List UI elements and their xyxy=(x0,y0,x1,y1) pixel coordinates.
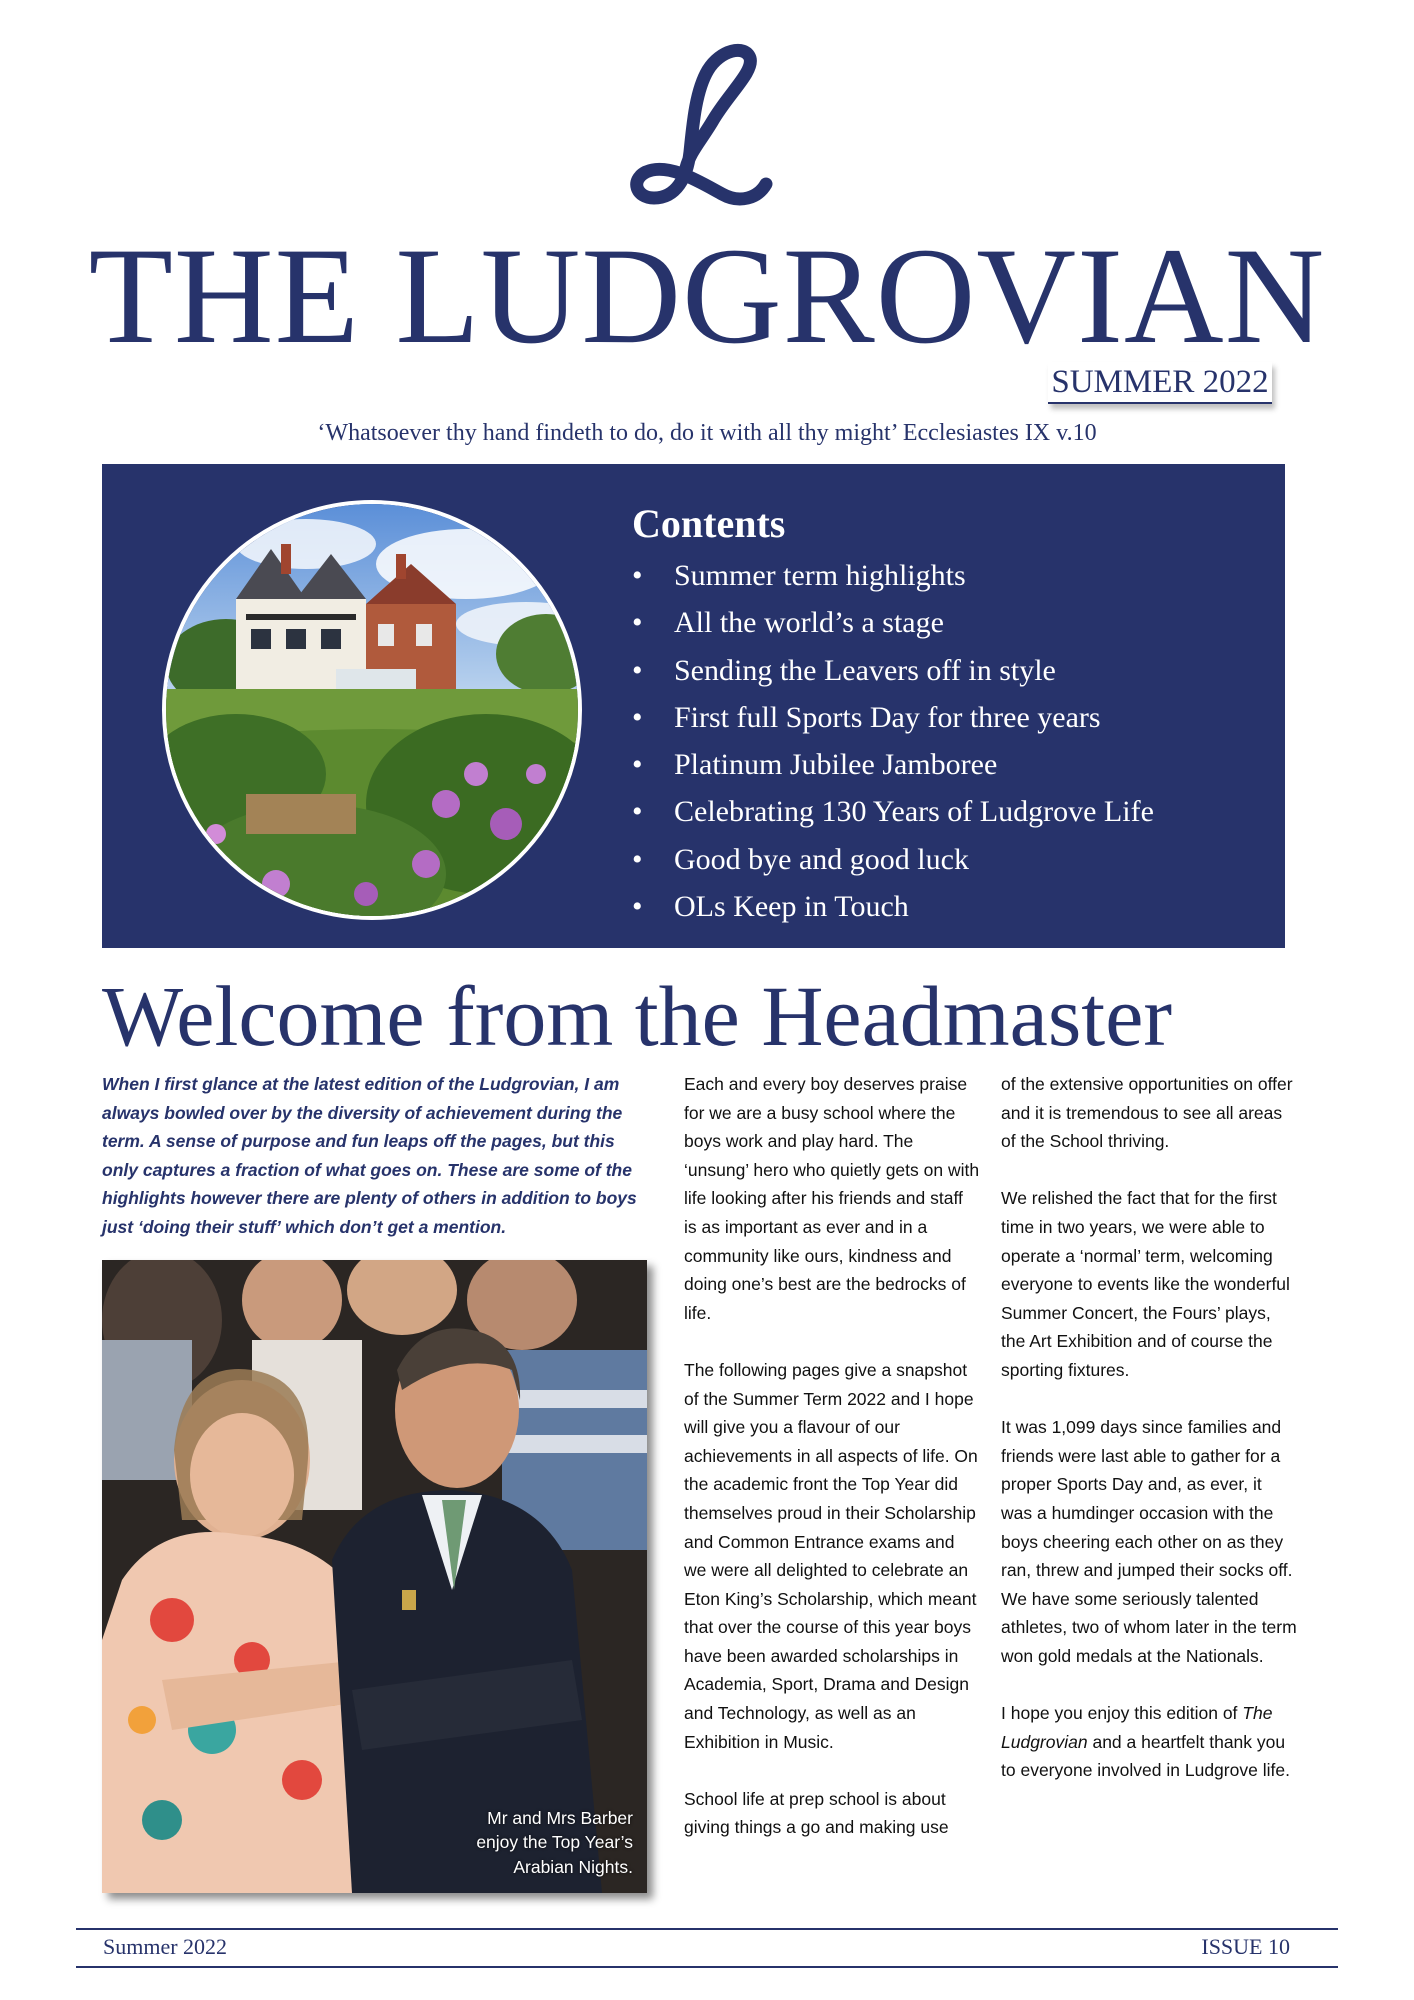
article-intro: When I first glance at the latest edition of the Ludgrovian, I am always bowled over by the diversity of achievement during the term. A sense of purpose and fun leaps off the pages, but this only captures a fraction of what goes on. These are some of the highlights however there are plenty of others in addition to boys just ‘doing their stuff’ which don’t get a mention. xyxy=(102,1074,637,1237)
masthead-title: THE LUDGROVIAN xyxy=(88,219,1326,372)
contents-item xyxy=(632,694,1154,741)
article-column-2 xyxy=(684,1070,980,1871)
footer-rule xyxy=(76,1966,1338,1968)
bullet-icon: • xyxy=(632,842,643,876)
contents-item-label: Summer term highlights xyxy=(674,559,966,592)
bullet-icon: • xyxy=(632,748,643,782)
footer-issue: ISSUE 10 xyxy=(1201,1934,1290,1959)
contents-item-label: All the world’s a stage xyxy=(674,606,944,640)
contents-item xyxy=(632,836,1154,883)
contents-title: Contents xyxy=(632,501,786,546)
paragraph: The following pages give a snapshot of the Summer Term 2022 and I hope will give you a flavour of our achievements in all aspects of life. On the academic front the Top Year did themselves proud in their Scholarship and Common Entrance exams and we were all delighted to celebrate an Eton King’s Scholarship, which meant that over the course of this year boys have been awarded scholarships in Academia, Sport, Drama and Design and Technology, as well as an Exhibition in Music. xyxy=(684,1359,978,1752)
caption-line: Arabian Nights. xyxy=(513,1856,633,1877)
bullet-icon: • xyxy=(632,890,643,924)
contents-item xyxy=(632,788,1154,835)
contents-item xyxy=(632,741,1154,788)
caption-line: enjoy the Top Year’s xyxy=(476,1832,633,1852)
photo-caption xyxy=(476,1806,633,1880)
ludgrove-l-logo xyxy=(0,40,1414,220)
edition-label: SUMMER 2022 xyxy=(1048,362,1272,404)
publication-name: The Ludgrovian xyxy=(1001,1703,1273,1752)
bullet-icon: • xyxy=(632,653,643,687)
bullet-icon: • xyxy=(632,606,643,640)
contents-item-label: Celebrating 130 Years of Ludgrove Life xyxy=(674,795,1154,829)
contents-item xyxy=(632,647,1154,694)
contents-list xyxy=(632,552,1154,930)
contents-panel xyxy=(102,464,1285,948)
contents-item xyxy=(632,599,1154,646)
contents-item xyxy=(632,552,1154,599)
article-headline: Welcome from the Headmaster xyxy=(102,968,1173,1064)
closing-text: I hope you enjoy this edition of xyxy=(1001,1703,1243,1724)
footer-rule xyxy=(76,1928,1338,1930)
caption-line: Mr and Mrs Barber xyxy=(487,1807,633,1828)
contents-item-label: OLs Keep in Touch xyxy=(674,890,909,924)
school-motto: ‘Whatsoever thy hand findeth to do, do it with all thy might’ Ecclesiastes IX v.10 xyxy=(317,420,1097,446)
contents-item-label: Platinum Jubilee Jamboree xyxy=(674,748,998,782)
paragraph: It was 1,099 days since families and friends were last able to gather for a proper Sports Day and, as ever, it was a humdinger occasion with the boys cheering each other on as they ran, threw and jumped their socks off. We have some seriously talented athletes, two of whom later in the term won gold medals at the Nationals. xyxy=(1001,1417,1297,1666)
contents-item xyxy=(632,883,1154,930)
article-column-3 xyxy=(1001,1070,1297,1813)
contents-item-label: Good bye and good luck xyxy=(674,842,969,876)
contents-item-label: First full Sports Day for three years xyxy=(674,700,1101,734)
contents-item-label: Sending the Leavers off in style xyxy=(674,653,1056,687)
paragraph: We relished the fact that for the first time in two years, we were able to operate a ‘normal’ term, welcoming everyone to events like the wonderful Summer Concert, the Fours’ plays, the Art Exhibition and of course the sporting fixtures. xyxy=(1001,1188,1290,1380)
bullet-icon: • xyxy=(632,795,643,829)
bullet-icon: • xyxy=(632,700,643,734)
paragraph: School life at prep school is about giving things a go and making use xyxy=(684,1788,949,1838)
paragraph: of the extensive opportunities on offer and it is tremendous to see all areas of the School thriving. xyxy=(1001,1074,1293,1152)
paragraph: Each and every boy deserves praise for we are a busy school where the boys work and play hard. The ‘unsung’ hero who quietly gets on with life looking after his friends and staff is as important as ever and in a community like ours, kindness and doing one’s best are the bedrocks of life. xyxy=(684,1074,980,1323)
closing-paragraph xyxy=(1001,1699,1297,1785)
footer-season: Summer 2022 xyxy=(103,1934,228,1959)
bullet-icon: • xyxy=(632,559,643,592)
school-building-photo xyxy=(162,500,582,920)
headmaster-photo xyxy=(102,1260,647,1893)
closing-text: and a heartfelt thank you to everyone involved in Ludgrove life. xyxy=(1001,1731,1290,1781)
